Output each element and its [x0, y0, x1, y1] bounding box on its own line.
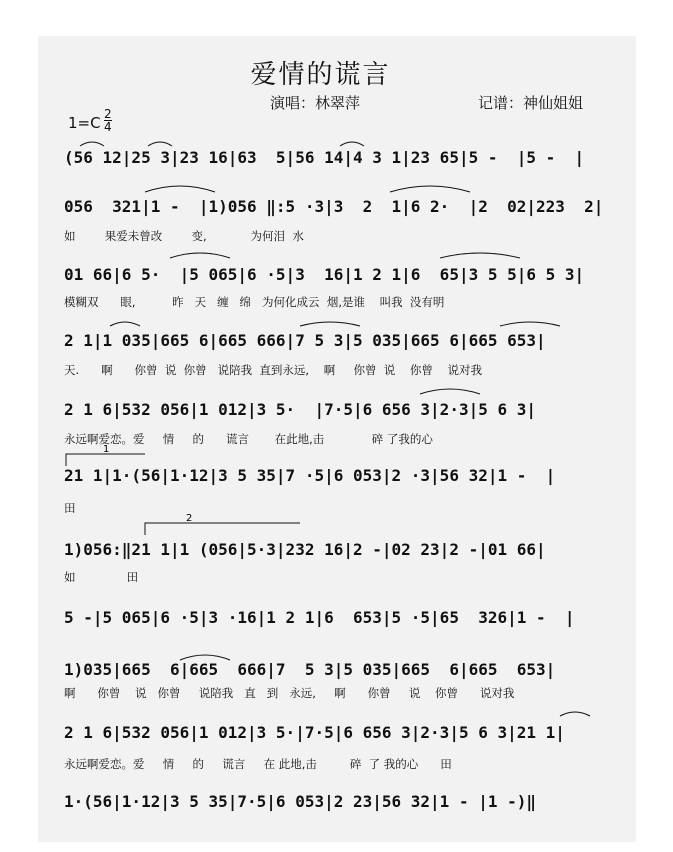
lyric-line-3: 模糊双 眼, 昨 天 缠 绵 为何化成云 烟,是谁 叫我 没有明	[64, 295, 445, 309]
slur	[300, 322, 360, 326]
slur	[420, 389, 480, 394]
notation-line-3: 01 66|6 5· |5 065|6 ·5|3 16|1 2 1|6 65|3 5 5|6 5 3|	[64, 265, 585, 284]
song-title: 爱情的谎言	[250, 60, 391, 90]
notation-line-10: 2 1 6|532 056|1 012|3 5·|7·5|6 656 3|2·3|5 6 3|21 1|	[64, 723, 565, 742]
slur	[390, 186, 470, 192]
singer-credit: 演唱：林翠萍	[270, 94, 361, 112]
time-signature-bottom: 4	[104, 120, 112, 134]
notation-line-9: 1)035|665 6|665 666|7 5 3|5 035|665 6|665 653|	[64, 660, 556, 679]
key-signature: 1=C	[68, 114, 101, 132]
slur-marks	[80, 142, 590, 716]
slur	[560, 712, 590, 716]
slur	[80, 142, 104, 146]
transcriber-credit: 记谱：神仙姐姐	[478, 94, 584, 112]
volta-bracket-1	[66, 454, 145, 466]
notation-line-1: (56 12|25 3|23 16|63 5|56 14|4 3 1|23 65|5 - |5 - |	[64, 148, 585, 167]
notation-line-11: 1·(56|1·12|3 5 35|7·5|6 053|2 23|56 32|1 - |1 -)‖	[64, 792, 537, 811]
slur	[145, 186, 215, 192]
volta-bracket-2	[145, 523, 300, 535]
slur	[340, 142, 364, 146]
time-signature-top: 2	[104, 107, 112, 121]
notation-line-5: 2 1 6|532 056|1 012|3 5· |7·5|6 656 3|2·3|5 6 3|	[64, 400, 537, 419]
notation-line-6: 21 1|1·(56|1·12|3 5 35|7 ·5|6 053|2 ·3|56 32|1 - |	[64, 466, 556, 485]
volta-brackets	[66, 454, 300, 535]
notation-line-8: 5 -|5 065|6 ·5|3 ·16|1 2 1|6 653|5 ·5|65 326|1 - |	[64, 608, 575, 627]
lyric-line-9: 啊 你曾 说 你曾 说陪我 直 到 永远, 啊 你曾 说 你曾 说对我	[64, 686, 515, 700]
notation-line-2: 056 321|1 - |1)056 ‖:5 ·3|3 2 1|6 2· |2 02|223 2|	[64, 197, 604, 216]
volta-number-1: 1	[103, 444, 110, 455]
slur	[170, 253, 230, 258]
notation-line-4: 2 1|1 035|665 6|665 666|7 5 3|5 035|665 6|665 653|	[64, 331, 546, 350]
slur	[500, 322, 560, 326]
lyric-line-4: 天. 啊 你曾 说 你曾 说陪我 直到永远, 啊 你曾 说 你曾 说对我	[64, 363, 483, 377]
slur	[110, 322, 140, 326]
lyric-line-2: 如 果爱未曾改 变, 为何泪 水	[64, 229, 304, 243]
slur	[440, 253, 520, 258]
lyric-line-6: 田	[64, 501, 76, 515]
notation-line-7: 1)056:‖21 1|1 (056|5·3|232 16|2 -|02 23|2 -|01 66|	[64, 540, 546, 559]
slur	[148, 142, 172, 146]
lyric-line-5: 永远啊爱恋。爱 情 的 谎言 在此地,击 碎 了我的心	[64, 432, 433, 446]
volta-number-2: 2	[186, 513, 193, 524]
lyric-line-7: 如 田	[64, 570, 139, 584]
lyric-line-10: 永远啊爱恋。爱 情 的 谎言 在 此地,击 碎 了 我的心 田	[64, 757, 452, 771]
slur	[180, 655, 230, 660]
